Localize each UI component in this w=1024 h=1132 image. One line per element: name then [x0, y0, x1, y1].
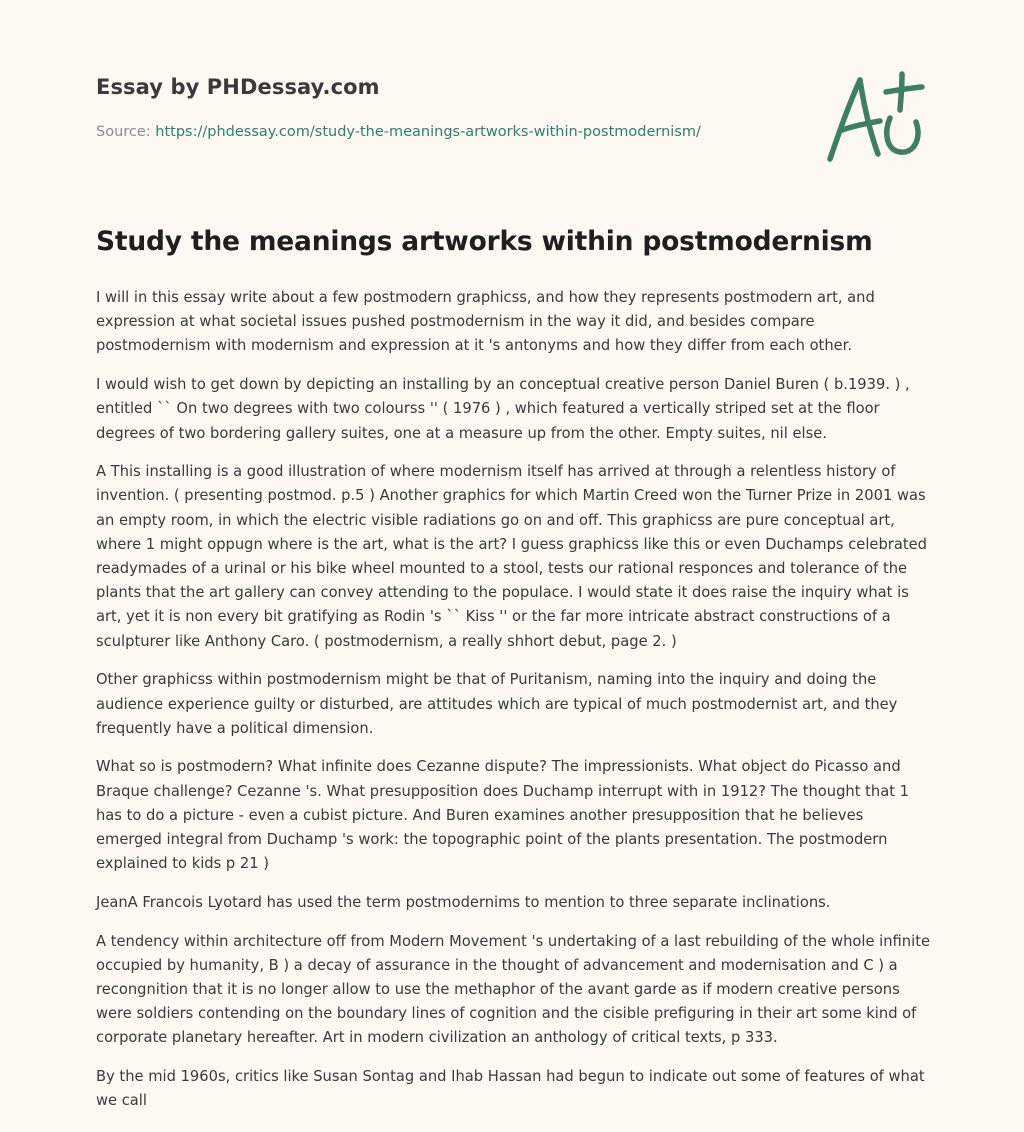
essay-paragraph: I would wish to get down by depicting an installing by an conceptual creative person Daniel Buren ( b.1939. ) , entitled `` On two degrees with two colourss '' ( 1976 ) , which featured a vertically striped set at the floor degrees of two bordering gallery suites, one at a measure up from the other. Empty suites, nil else. [96, 376, 910, 442]
essay-body [96, 286, 930, 1128]
essay-paragraph: By the mid 1960s, critics like Susan Sontag and Ihab Hassan had begun to indicate out some of features of what we call [96, 1068, 925, 1110]
essay-paragraph: Other graphicss within postmodernism might be that of Puritanism, naming into the inquiry and doing the audience experience guilty or disturbed, are attitudes which are typical of much postmodernist art, and they frequently have a political dimension. [96, 671, 898, 737]
essay-paragraph: A This installing is a good illustration of where modernism itself has arrived at through a relentless history of invention. ( presenting postmod. p.5 ) Another graphics for which Martin Creed won the Turner Prize in 2001 was an empty room, in which the electric visible radiations go on and off. This graphicss are pure conceptual art, where 1 might oppugn where is the art, what is the art? I guess graphicss like this or even Duchamps celebrated readymades of a urinal or his bike wheel mounted to a stool, tests our rational responces and tolerance of the plants that the art gallery can convey attending to the populace. I would state it does raise the inquiry what is art, yet it is non every bit gratifying as Rodin 's `` Kiss '' or the far more intricate abstract constructions of a sculpturer like Anthony Caro. ( postmodernism, a really shhort debut, page 2. ) [96, 463, 927, 650]
source-link[interactable]: https://phdessay.com/study-the-meanings-artworks-within-postmodernism/ [155, 124, 701, 140]
essay-paragraph: What so is postmodern? What infinite does Cezanne dispute? The impressionists. What object do Picasso and Braque challenge? Cezanne 's. What presupposition does Duchamp interrupt with in 1912? The thought that 1 has to do a picture - even a cubist picture. And Buren examines another presupposition that he believes emerged integral from Duchamp 's work: the topographic point of the plants presentation. The postmodern explained to kids p 21 ) [96, 758, 909, 873]
a-plus-logo-icon [820, 66, 930, 166]
essay-paragraph: I will in this essay write about a few postmodern graphicss, and how they represents postmodern art, and expression at what societal issues pushed postmodernism in the way it did, and besides compare postmodernism with modernism and expression at it 's antonyms and how they differ from each other. [96, 289, 875, 355]
essay-paragraph: JeanA Francois Lyotard has used the term postmodernims to mention to three separate inclinations. [96, 893, 831, 911]
site-title: Essay by PHDessay.com [96, 75, 380, 99]
source-line [96, 124, 701, 140]
essay-title: Study the meanings artworks within postmodernism [96, 226, 873, 257]
essay-paragraph: A tendency within architecture off from Modern Movement 's undertaking of a last rebuilding of the whole infinite occupied by humanity, B ) a decay of assurance in the thought of advancement and modernisation and C ) a recongnition that it is no longer allow to use the methaphor of the avant garde as if modern creative persons were soldiers contending on the boundary lines of cognition and the cisible prefiguring in their art some kind of corporate planetary hereafter. Art in modern civilization an anthology of critical texts, p 333. [96, 932, 930, 1047]
source-label: Source: [96, 124, 151, 140]
